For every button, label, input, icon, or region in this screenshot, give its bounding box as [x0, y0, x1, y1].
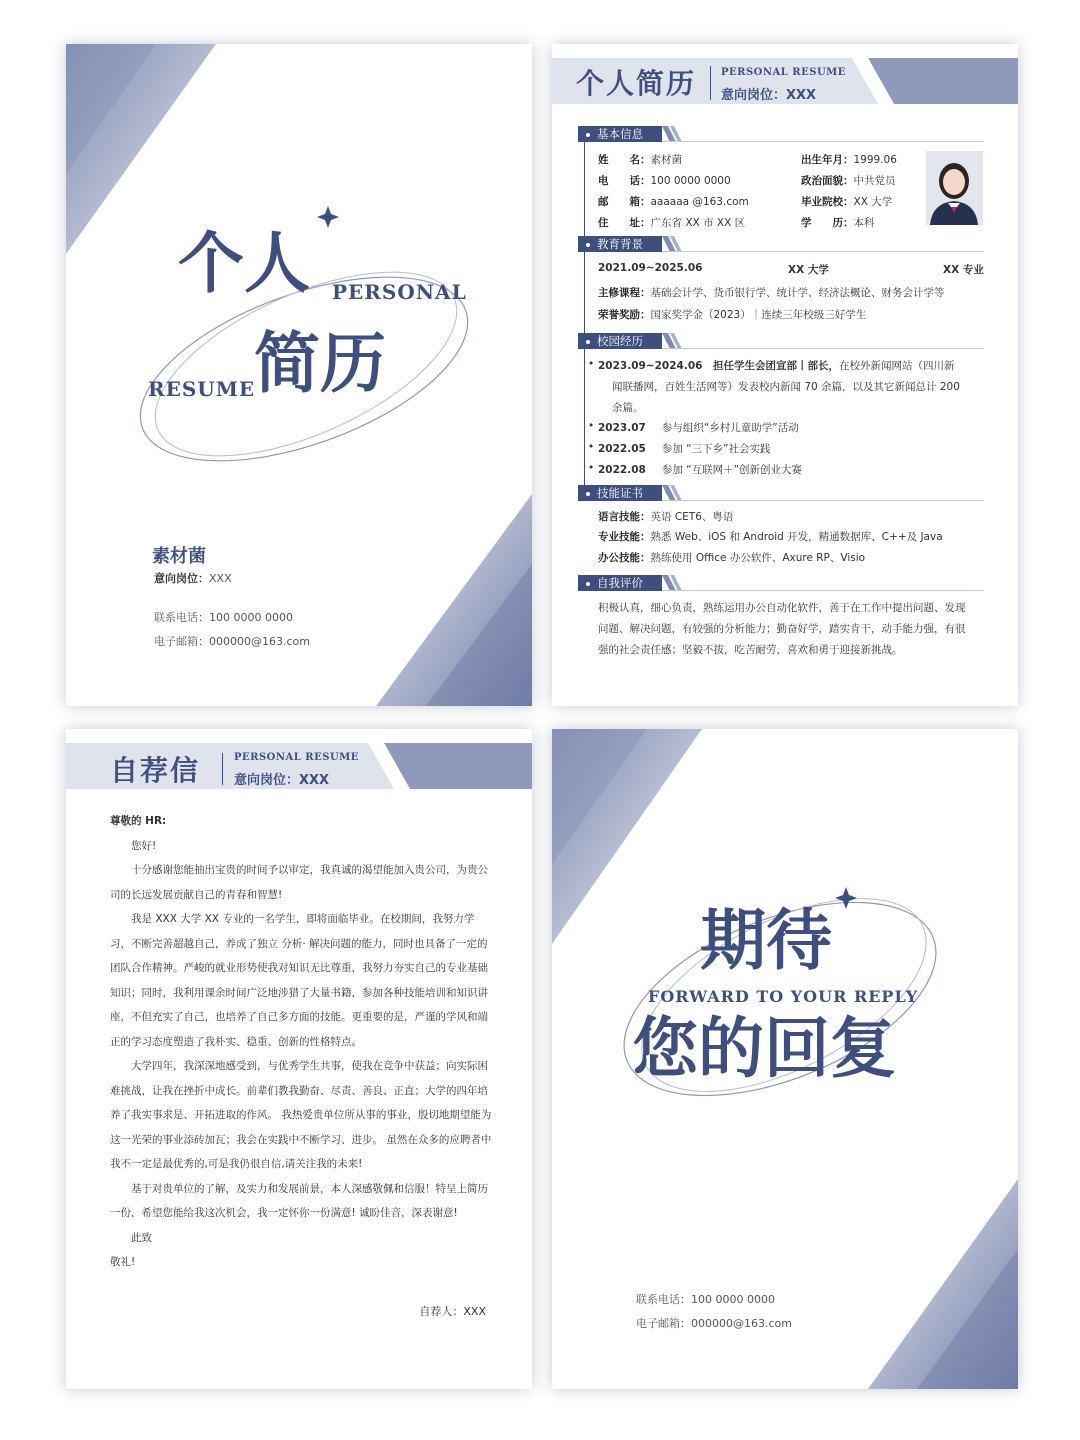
- section-skills-title: 技能证书: [597, 486, 643, 500]
- header-separator: [710, 66, 711, 100]
- resume-header-position: 意向岗位：XXX: [721, 88, 817, 103]
- section-basic: [578, 126, 984, 142]
- back-page: [552, 729, 1018, 1389]
- skill-professional: 专业技能：熟悉 Web、iOS 和 Android 开发，精通数据库、C++及 Java: [598, 531, 943, 543]
- edu-period: 2021.09~2025.06: [598, 262, 703, 274]
- back-title-line1: 期待: [700, 901, 832, 979]
- resume-header-title: 个人简历: [576, 67, 697, 100]
- edu-school: XX 大学: [788, 264, 829, 276]
- back-title-en: FORWARD TO YOUR REPLY: [648, 987, 919, 1006]
- section-campus: [578, 333, 984, 349]
- profile-photo: [926, 151, 983, 225]
- basic-political: 政治面貌：中共党员: [801, 175, 896, 187]
- letter-salutation: 尊敬的 HR:: [110, 815, 167, 827]
- section-self-eval: [578, 575, 984, 591]
- letter-page: [66, 729, 532, 1389]
- letter-signature: 自荐人：XXX: [419, 1305, 486, 1318]
- letter-body: [110, 809, 494, 1275]
- edu-major: XX 专业: [943, 264, 984, 276]
- cover-phone: 联系电话：100 0000 0000: [154, 611, 293, 624]
- skill-language: 语言技能：英语 CET6、粤语: [598, 511, 734, 523]
- edu-awards: 荣誉奖励：国家奖学金（2023）｜连续三年校级三好学生: [598, 309, 867, 321]
- section-basic-title: 基本信息: [597, 127, 643, 141]
- cover-email: 电子邮箱：000000@163.com: [154, 635, 310, 648]
- basic-degree: 学 历：本科: [801, 217, 875, 229]
- basic-phone: 电 话：100 0000 0000: [598, 175, 731, 187]
- basic-name: 姓 名：素材菌: [598, 154, 682, 166]
- back-email: 电子邮箱：000000@163.com: [636, 1317, 792, 1330]
- letter-closing2: 敬礼!: [110, 1256, 136, 1268]
- cover-title-en2: RESUME: [148, 377, 256, 401]
- campus-item-4: • 2022.08 参加 “互联网＋”创新创业大赛: [588, 462, 803, 476]
- cover-title-line2: 简历: [254, 324, 386, 402]
- section-education-title: 教育背景: [597, 237, 643, 251]
- campus-item-2: • 2023.07 参与组织“乡村儿童助学”活动: [588, 420, 799, 434]
- cover-position: 意向岗位：XXX: [154, 572, 232, 585]
- section-skills: [578, 485, 984, 501]
- section-self-eval-title: 自我评价: [597, 576, 643, 590]
- cover-title-line1: 个人: [178, 224, 310, 302]
- letter-paragraph: 基于对贵单位的了解，及实力和发展前景，本人深感敬佩和信服！特呈上简历一份，希望您能给我这次机会，我一定怀你一份满意! 诚盼佳音，深表谢意!: [110, 1182, 488, 1219]
- back-phone: 联系电话：100 0000 0000: [636, 1293, 775, 1306]
- letter-header-title: 自荐信: [110, 754, 201, 787]
- letter-closing1: 此致: [131, 1231, 152, 1244]
- campus-item-3: • 2022.05 参加 “三下乡”社会实践: [588, 441, 771, 455]
- campus-item-1-line3: 余篇。: [612, 402, 644, 414]
- section-education: [578, 236, 984, 252]
- letter-paragraph: 大学四年，我深深地感受到，与优秀学生共事，使我在竞争中获益；向实际困难挑战，让我在挫折中成长。前辈们教我勤奋、尽责、善良、正直；大学的四年培养了我实事求是、开拓进取的作风。 我热爱贵单位所从事的事业，殷切地期望能为这一光荣的事业添砖加瓦；我会在实践中不断学习、进步。 虽然在众多的应聘者中我不一定是最优秀的,可是我仍很自信,请关注我的未来!: [110, 1060, 492, 1170]
- cover-page: [66, 44, 532, 706]
- skill-office: 办公技能：熟练使用 Office 办公软件、Axure RP、Visio: [598, 552, 866, 564]
- self-eval-line1: 积极认真，细心负责，熟练运用办公自动化软件，善于在工作中提出问题、发现: [598, 602, 966, 614]
- edu-courses: 主修课程：基础会计学、货币银行学、统计学、经济法概论、财务会计学等: [598, 287, 945, 299]
- basic-school: 毕业院校：XX 大学: [801, 196, 893, 208]
- basic-address: 住 址：广东省 XX 市 XX 区: [598, 217, 746, 229]
- letter-paragraph: 我是 XXX 大学 XX 专业的一名学生，即将面临毕业。在校期间，我努力学习，不断完善超越自己，养成了独立 分析· 解决问题的能力，同时也具备了一定的团队合作精神。严峻的就业形势使我对知识无比尊重，我努力夯实自己的专业基础知识；同时，我利用课余时间广泛地涉猎了大量书籍，参加各种技能培训和知识讲座，不但充实了自己，也培养了自己多方面的技能。更重要的是，严谨的学风和端正的学习态度塑造了我朴实、稳重、创新的性格特点。: [110, 913, 488, 1048]
- resume-header-en: PERSONAL RESUME: [721, 67, 846, 78]
- section-campus-title: 校园经历: [597, 334, 643, 348]
- back-title-line2: 您的回复: [632, 1009, 896, 1087]
- letter-paragraph: 十分感谢您能抽出宝贵的时间予以审定，我真诚的渴望能加入贵公司，为贵公司的长远发展贡献自己的青春和智慧!: [110, 864, 488, 901]
- letter-greeting: 您好!: [131, 839, 157, 852]
- timeline-line: [584, 136, 585, 486]
- cover-name: 素材菌: [152, 546, 206, 567]
- letter-header-position: 意向岗位：XXX: [234, 773, 330, 788]
- letter-header-en: PERSONAL RESUME: [234, 752, 359, 763]
- header-separator: [222, 753, 223, 785]
- resume-page: [552, 44, 1018, 706]
- campus-item-1: • 2023.09~2024.06 担任学生会团宣部丨部长，在校外新闻网站（四川新: [588, 358, 955, 372]
- basic-birth: 出生年月：1999.06: [801, 154, 897, 166]
- campus-item-1-line2: 闻联播网，百姓生活网等）发表校内新闻 70 余篇，以及其它新闻总计 200: [612, 381, 960, 393]
- self-eval-line2: 问题、解决问题，有较强的分析能力；勤奋好学，踏实肯干，动手能力强，有很: [598, 623, 966, 635]
- basic-email: 邮 箱：aaaaaa @163.com: [598, 196, 749, 208]
- self-eval-line3: 强的社会责任感；坚毅不拔，吃苦耐劳，喜欢和勇于迎接新挑战。: [598, 644, 903, 656]
- cover-title-en1: PERSONAL: [332, 280, 467, 304]
